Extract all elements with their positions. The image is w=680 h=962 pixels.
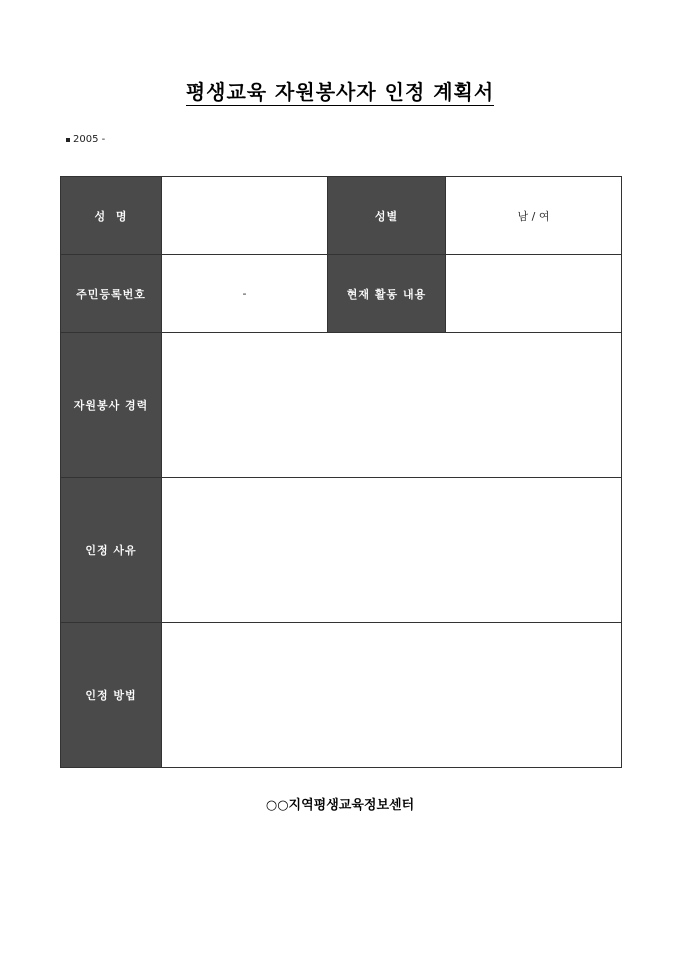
date-text: 2005 - bbox=[73, 134, 106, 145]
id-number-label: 주민등록번호 bbox=[61, 255, 162, 333]
plan-form-table bbox=[60, 176, 622, 768]
method-field[interactable] bbox=[162, 623, 622, 768]
name-field[interactable] bbox=[162, 177, 328, 255]
row-career bbox=[61, 333, 622, 478]
id-number-field[interactable]: - bbox=[162, 255, 328, 333]
reason-label: 인정 사유 bbox=[61, 478, 162, 623]
row-reason bbox=[61, 478, 622, 623]
career-field[interactable] bbox=[162, 333, 622, 478]
document-title-wrap bbox=[0, 76, 680, 105]
activity-label: 현재 활동 내용 bbox=[328, 255, 446, 333]
activity-field[interactable] bbox=[446, 255, 622, 333]
reason-field[interactable] bbox=[162, 478, 622, 623]
center-name-footer: ○○지역평생교육정보센터 bbox=[265, 798, 415, 813]
date-line bbox=[66, 134, 105, 145]
career-label: 자원봉사 경력 bbox=[61, 333, 162, 478]
row-method bbox=[61, 623, 622, 768]
gender-field[interactable]: 남 / 여 bbox=[446, 177, 622, 255]
row-id-activity bbox=[61, 255, 622, 333]
gender-label: 성별 bbox=[328, 177, 446, 255]
document-title: 평생교육 자원봉사자 인정 계획서 bbox=[185, 80, 495, 104]
name-label: 성 명 bbox=[61, 177, 162, 255]
square-bullet-icon bbox=[66, 138, 70, 142]
method-label: 인정 방법 bbox=[61, 623, 162, 768]
row-name-gender bbox=[61, 177, 622, 255]
